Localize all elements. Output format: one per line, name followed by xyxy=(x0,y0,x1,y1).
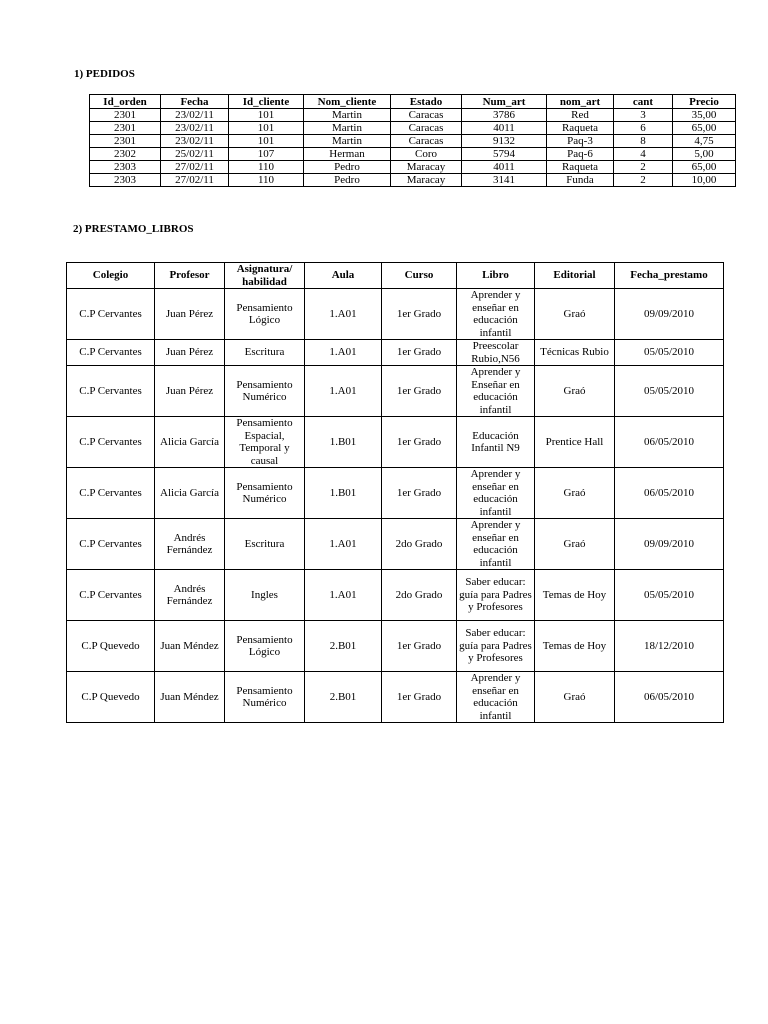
table-cell: 2.B01 xyxy=(305,621,382,672)
table-cell: 2303 xyxy=(90,161,161,174)
table-cell: Paq-6 xyxy=(547,148,614,161)
table-cell: Maracay xyxy=(391,174,462,187)
column-header: cant xyxy=(614,95,673,109)
table-row xyxy=(67,289,724,340)
table-cell: 3786 xyxy=(462,109,547,122)
table-cell: 1er Grado xyxy=(382,417,457,468)
table-cell: Pensamiento Numérico xyxy=(225,468,305,519)
table-cell: 2 xyxy=(614,161,673,174)
table-cell: 6 xyxy=(614,122,673,135)
table-cell: C.P Quevedo xyxy=(67,672,155,723)
table-cell: Prentice Hall xyxy=(535,417,615,468)
table-cell: 3141 xyxy=(462,174,547,187)
table-cell: 09/09/2010 xyxy=(615,519,724,570)
column-header: Id_cliente xyxy=(229,95,304,109)
table-cell: Graó xyxy=(535,366,615,417)
table-cell: C.P Cervantes xyxy=(67,366,155,417)
table-cell: Aprender y enseñar en educación infantil xyxy=(457,468,535,519)
table-cell: Aprender y enseñar en educación infantil xyxy=(457,519,535,570)
table-cell: 65,00 xyxy=(673,122,736,135)
table-cell: Pensamiento Numérico xyxy=(225,672,305,723)
table-cell: Paq-3 xyxy=(547,135,614,148)
table-cell: 101 xyxy=(229,109,304,122)
table-row xyxy=(67,366,724,417)
table-cell: 65,00 xyxy=(673,161,736,174)
table-row xyxy=(67,621,724,672)
table-cell: 2302 xyxy=(90,148,161,161)
table-cell: 101 xyxy=(229,135,304,148)
table-cell: 5,00 xyxy=(673,148,736,161)
table-row xyxy=(90,174,736,187)
table-cell: 1.B01 xyxy=(305,468,382,519)
table-cell: 1er Grado xyxy=(382,672,457,723)
table-cell: 06/05/2010 xyxy=(615,672,724,723)
table-cell: Coro xyxy=(391,148,462,161)
table-cell: 110 xyxy=(229,161,304,174)
table-cell: 06/05/2010 xyxy=(615,417,724,468)
table-cell: Juan Méndez xyxy=(155,621,225,672)
table-cell: 2do Grado xyxy=(382,519,457,570)
table-cell: Martin xyxy=(304,122,391,135)
table-cell: 35,00 xyxy=(673,109,736,122)
table-cell: 2.B01 xyxy=(305,672,382,723)
table-cell: 1.A01 xyxy=(305,289,382,340)
table-row xyxy=(90,109,736,122)
column-header: Curso xyxy=(382,263,457,289)
table-cell: 8 xyxy=(614,135,673,148)
table-cell: 27/02/11 xyxy=(161,174,229,187)
table-cell: Graó xyxy=(535,672,615,723)
column-header: Profesor xyxy=(155,263,225,289)
table-cell: Escritura xyxy=(225,519,305,570)
table-cell: C.P Cervantes xyxy=(67,468,155,519)
table-cell: 4 xyxy=(614,148,673,161)
table-cell: Juan Pérez xyxy=(155,340,225,366)
table-cell: Temas de Hoy xyxy=(535,621,615,672)
table-cell: 101 xyxy=(229,122,304,135)
table-cell: Martin xyxy=(304,135,391,148)
column-header: Asignatura/ habilidad xyxy=(225,263,305,289)
table-cell: Ingles xyxy=(225,570,305,621)
table-cell: Graó xyxy=(535,519,615,570)
column-header: Fecha xyxy=(161,95,229,109)
table-cell: 2303 xyxy=(90,174,161,187)
column-header: Aula xyxy=(305,263,382,289)
table-cell: 09/09/2010 xyxy=(615,289,724,340)
table-cell: 1er Grado xyxy=(382,289,457,340)
table-cell: 4011 xyxy=(462,122,547,135)
table-cell: Educación Infantil N9 xyxy=(457,417,535,468)
table-row xyxy=(90,122,736,135)
table-cell: C.P Cervantes xyxy=(67,519,155,570)
table-cell: 06/05/2010 xyxy=(615,468,724,519)
table-cell: Pedro xyxy=(304,174,391,187)
table-row xyxy=(67,417,724,468)
table-cell: 18/12/2010 xyxy=(615,621,724,672)
table-cell: Maracay xyxy=(391,161,462,174)
table-cell: Graó xyxy=(535,289,615,340)
table-cell: 1er Grado xyxy=(382,366,457,417)
column-header: Fecha_prestamo xyxy=(615,263,724,289)
table-row xyxy=(90,148,736,161)
section-title-pedidos: 1) PEDIDOS xyxy=(74,68,135,80)
table-cell: 5794 xyxy=(462,148,547,161)
table-cell: 110 xyxy=(229,174,304,187)
table-cell: 10,00 xyxy=(673,174,736,187)
table-cell: 23/02/11 xyxy=(161,122,229,135)
table-cell: 2301 xyxy=(90,135,161,148)
table-cell: 23/02/11 xyxy=(161,109,229,122)
table-row xyxy=(90,161,736,174)
table-row xyxy=(90,135,736,148)
table-row xyxy=(67,519,724,570)
table-cell: 1.A01 xyxy=(305,519,382,570)
table-cell: Pedro xyxy=(304,161,391,174)
table-cell: 05/05/2010 xyxy=(615,366,724,417)
table-cell: C.P Cervantes xyxy=(67,570,155,621)
table-cell: 107 xyxy=(229,148,304,161)
table-cell: 05/05/2010 xyxy=(615,570,724,621)
table-row xyxy=(67,340,724,366)
table-cell: 3 xyxy=(614,109,673,122)
table-cell: C.P Cervantes xyxy=(67,417,155,468)
table-cell: 1.A01 xyxy=(305,570,382,621)
table-cell: Alicia García xyxy=(155,417,225,468)
column-header: Libro xyxy=(457,263,535,289)
table-cell: 1er Grado xyxy=(382,468,457,519)
table-cell: 1er Grado xyxy=(382,621,457,672)
table-row xyxy=(67,672,724,723)
table-header-row xyxy=(90,95,736,109)
column-header: Precio xyxy=(673,95,736,109)
table-cell: Martin xyxy=(304,109,391,122)
table-cell: Técnicas Rubio xyxy=(535,340,615,366)
table-cell: 1.A01 xyxy=(305,366,382,417)
table-cell: Raqueta xyxy=(547,161,614,174)
table-cell: 2301 xyxy=(90,122,161,135)
table-cell: 25/02/11 xyxy=(161,148,229,161)
table-cell: Aprender y Enseñar en educación infantil xyxy=(457,366,535,417)
pedidos-table xyxy=(89,94,736,187)
column-header: Num_art xyxy=(462,95,547,109)
table-cell: Preescolar Rubio,N56 xyxy=(457,340,535,366)
table-cell: 1.A01 xyxy=(305,340,382,366)
table-cell: Juan Pérez xyxy=(155,289,225,340)
table-cell: C.P Cervantes xyxy=(67,289,155,340)
table-cell: C.P Quevedo xyxy=(67,621,155,672)
table-cell: 2301 xyxy=(90,109,161,122)
table-row xyxy=(67,468,724,519)
table-cell: Saber educar: guía para Padres y Profesores xyxy=(457,570,535,621)
table-cell: Saber educar: guía para Padres y Profesores xyxy=(457,621,535,672)
column-header: Nom_cliente xyxy=(304,95,391,109)
table-cell: Pensamiento Lógico xyxy=(225,289,305,340)
column-header: Estado xyxy=(391,95,462,109)
table-cell: 2 xyxy=(614,174,673,187)
table-cell: 27/02/11 xyxy=(161,161,229,174)
table-cell: Escritura xyxy=(225,340,305,366)
table-cell: 23/02/11 xyxy=(161,135,229,148)
table-cell: Caracas xyxy=(391,109,462,122)
table-cell: Pensamiento Espacial, Temporal y causal xyxy=(225,417,305,468)
column-header: nom_art xyxy=(547,95,614,109)
table-cell: Pensamiento Numérico xyxy=(225,366,305,417)
prestamo-libros-table xyxy=(66,262,724,723)
column-header: Editorial xyxy=(535,263,615,289)
table-cell: 2do Grado xyxy=(382,570,457,621)
table-cell: Pensamiento Lógico xyxy=(225,621,305,672)
table-header-row xyxy=(67,263,724,289)
table-cell: Caracas xyxy=(391,135,462,148)
table-cell: 9132 xyxy=(462,135,547,148)
table-cell: Andrés Fernández xyxy=(155,570,225,621)
table-cell: C.P Cervantes xyxy=(67,340,155,366)
table-cell: Graó xyxy=(535,468,615,519)
table-cell: Juan Méndez xyxy=(155,672,225,723)
table-cell: Aprender y enseñar en educación infantil xyxy=(457,672,535,723)
table-cell: 05/05/2010 xyxy=(615,340,724,366)
table-cell: Alicia García xyxy=(155,468,225,519)
table-cell: Juan Pérez xyxy=(155,366,225,417)
column-header: Id_orden xyxy=(90,95,161,109)
table-cell: Andrés Fernández xyxy=(155,519,225,570)
table-cell: Caracas xyxy=(391,122,462,135)
table-cell: Red xyxy=(547,109,614,122)
table-cell: Funda xyxy=(547,174,614,187)
table-cell: Herman xyxy=(304,148,391,161)
table-cell: 1.B01 xyxy=(305,417,382,468)
table-cell: Aprender y enseñar en educación infantil xyxy=(457,289,535,340)
table-cell: 4011 xyxy=(462,161,547,174)
table-cell: 4,75 xyxy=(673,135,736,148)
table-cell: Raqueta xyxy=(547,122,614,135)
table-row xyxy=(67,570,724,621)
table-cell: 1er Grado xyxy=(382,340,457,366)
section-title-prestamo-libros: 2) PRESTAMO_LIBROS xyxy=(73,223,194,235)
column-header: Colegio xyxy=(67,263,155,289)
table-cell: Temas de Hoy xyxy=(535,570,615,621)
